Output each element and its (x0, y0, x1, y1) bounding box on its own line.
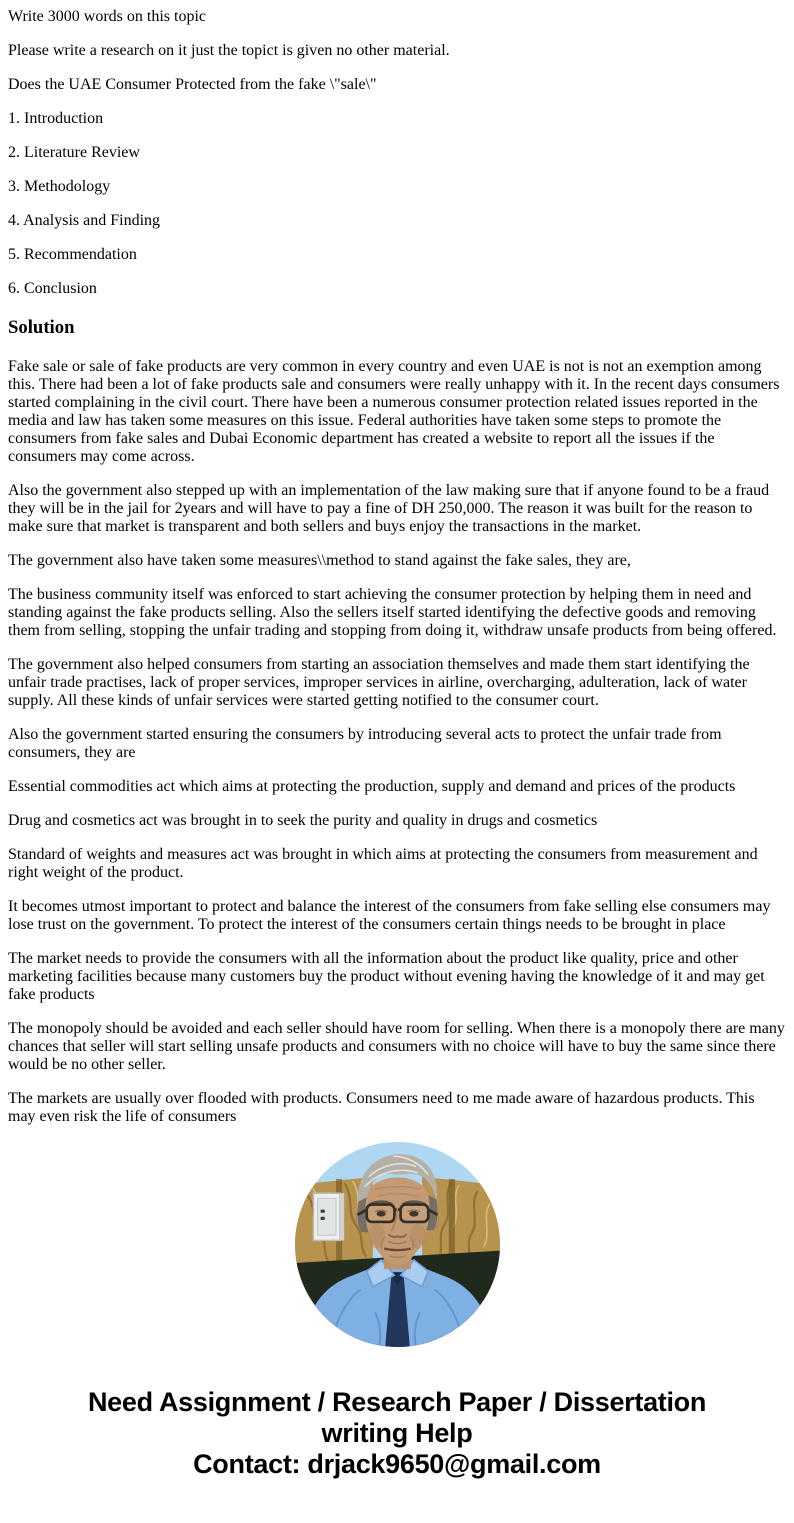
solution-paragraph: The markets are usually over flooded with products. Consumers need to me made aware of hazardous products. This may even risk the life of consumers (8, 1090, 755, 1125)
solution-paragraph: Fake sale or sale of fake products are very common in every country and even UAE is not is not an exemption among this. There had been a lot of fake products sale and consumers were really unhappy with it. In the recent days consumers started complaining in the civil court. There have been a numerous consumer protection related issues reported in the media and law has taken some measures on this issue. Federal authorities have taken some steps to promote the consumers from fake sales and Dubai Economic department has created a website to report all the issues if the consumers may come across. (8, 358, 780, 465)
footer-contact-line: Contact: drjack9650@gmail.com (193, 1449, 601, 1479)
portrait-photo-container (8, 1142, 786, 1347)
outline-item: 6. Conclusion (8, 280, 97, 297)
footer-line: writing Help (321, 1418, 473, 1448)
solution-paragraph: It becomes utmost important to protect and balance the interest of the consumers from fake selling else consumers may lose trust on the government. To protect the interest of the consumers certain things needs to be brought in place (8, 898, 771, 933)
solution-heading: Solution (8, 317, 75, 338)
outline-item: 4. Analysis and Finding (8, 212, 161, 229)
portrait-art (295, 1142, 500, 1347)
solution-paragraph: The government also have taken some measures\\method to stand against the fake sales, they are, (8, 552, 631, 569)
solution-paragraph: The market needs to provide the consumers with all the information about the product like quality, price and other marketing facilities because many customers buy the product without evening having the knowledge of it and may get fake products (8, 950, 765, 1003)
solution-paragraph: Also the government also stepped up with an implementation of the law making sure that if anyone found to be a fraud they will be in the jail for 2years and will have to pay a fine of DH 250,000. The reason it was built for the reason to make sure that market is transparent and both sellers and buys enjoy the transactions in the market. (8, 482, 770, 535)
solution-paragraph: The business community itself was enforced to start achieving the consumer protection by helping them in need and standing against the fake products selling. Also the sellers itself started identifying the defective goods and removing them from selling, stopping the unfair trading and stopping from doing it, withdraw unsafe products from being offered. (8, 586, 777, 639)
outline-item: 2. Literature Review (8, 144, 140, 161)
solution-paragraph: Essential commodities act which aims at protecting the production, supply and demand and prices of the products (8, 778, 736, 795)
solution-paragraph: Also the government started ensuring the consumers by introducing several acts to protect the unfair trade from consumers, they are (8, 726, 722, 761)
prompt-line: Write 3000 words on this topic (8, 8, 206, 25)
prompt-line: Does the UAE Consumer Protected from the fake \"sale\" (8, 76, 377, 93)
solution-paragraph: Standard of weights and measures act was brought in which aims at protecting the consumers from measurement and right weight of the product. (8, 846, 758, 881)
portrait-photo (295, 1142, 500, 1347)
outline-item: 1. Introduction (8, 110, 104, 127)
solution-paragraph: Drug and cosmetics act was brought in to seek the purity and quality in drugs and cosmetics (8, 812, 598, 829)
prompt-line: Please write a research on it just the topict is given no other material. (8, 42, 450, 59)
outline-item: 3. Methodology (8, 178, 111, 195)
footer-line: Need Assignment / Research Paper / Dissertation (87, 1387, 707, 1417)
solution-paragraph: The government also helped consumers from starting an association themselves and made them start identifying the unfair trade practises, lack of proper services, improper services in airline, overcharging, adulteration, lack of water supply. All these kinds of unfair services were started getting notified to the consumer court. (8, 656, 750, 709)
solution-paragraph: The monopoly should be avoided and each seller should have room for selling. When there is a monopoly there are many chances that seller will start selling unsafe products and consumers with no choice will have to buy the same since there would be no other seller. (8, 1020, 785, 1073)
outline-item: 5. Recommendation (8, 246, 137, 263)
footer-banner (8, 1387, 786, 1480)
